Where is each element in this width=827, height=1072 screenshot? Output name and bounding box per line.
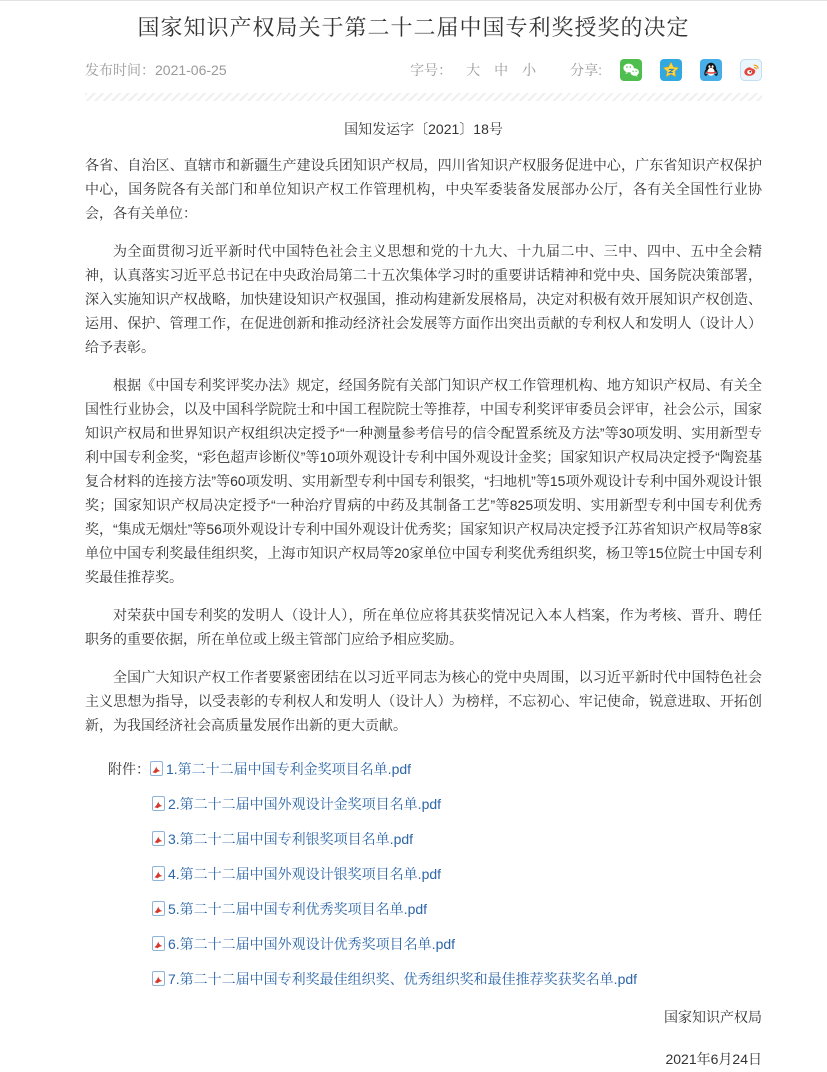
attachment-row — [108, 821, 762, 856]
paragraph-awards: 根据《中国专利奖评奖办法》规定，经国务院有关部门知识产权工作管理机构、地方知识产权局、有关全国性行业协会，以及中国科学院院士和中国工程院院士等推荐，中国专利奖评审委员会评审，社会公示，国家知识产权局和世界知识产权组织决定授予“一种测量参考信号的信令配置系统及方法”等30项发明、实用新型专利中国专利金奖，“彩色超声诊断仪”等10项外观设计专利中国外观设计金奖；国家知识产权局决定授予“陶瓷基复合材料的连接方法”等60项发明、实用新型专利中国专利银奖，“扫地机”等15项外观设计专利中国外观设计银奖；国家知识产权局决定授予“一种治疗胃病的中药及其制备工艺”等825项发明、实用新型专利中国专利优秀奖，“集成无烟灶”等56项外观设计专利中国外观设计优秀奖；国家知识产权局决定授予江苏省知识产权局等8家单位中国专利奖最佳组织奖，上海市知识产权局等20家单位中国专利奖优秀组织奖，杨卫等15位院士中国专利奖最佳推荐奖。 — [85, 377, 762, 585]
qq-share-icon[interactable] — [700, 59, 722, 81]
meta-bar — [85, 57, 762, 83]
paragraph-records: 对荣获中国专利奖的发明人（设计人），所在单位应将其获奖情况记入本人档案，作为考核、晋升、聘任职务的重要依据，所在单位或上级主管部门应给予相应奖励。 — [85, 607, 762, 647]
attachment-name: 6.第二十二届中国外观设计优秀奖项目名单.pdf — [168, 935, 456, 952]
attachment-name: 3.第二十二届中国专利银奖项目名单.pdf — [168, 830, 414, 847]
attachment-row — [108, 751, 762, 786]
qzone-share-icon[interactable] — [660, 59, 682, 81]
signature-block — [85, 1004, 762, 1072]
pdf-icon — [152, 831, 165, 846]
attachment-name: 1.第二十二届中国专利金奖项目名单.pdf — [166, 760, 412, 777]
attachment-link-7[interactable] — [152, 969, 637, 989]
top-border — [0, 0, 827, 1]
font-size-label: 字号： — [410, 62, 453, 78]
hatched-divider — [85, 93, 762, 101]
share-label: 分享: — [570, 62, 602, 78]
attachment-link-4[interactable] — [152, 864, 441, 884]
paragraph-callout: 全国广大知识产权工作者要紧密团结在以习近平同志为核心的党中央周围，以习近平新时代中国特色社会主义思想为指导，以受表彰的专利权人和发明人（设计人）为榜样，不忘初心、牢记使命，锐意进取、开拓创新，为我国经济社会高质量发展作出新的更大贡献。 — [85, 669, 762, 733]
signature-agency: 国家知识产权局 — [664, 1009, 762, 1025]
document-number: 国知发运字〔2021〕18号 — [344, 121, 503, 137]
wechat-share-icon[interactable] — [620, 59, 642, 81]
attachment-row — [108, 786, 762, 821]
attachment-link-1[interactable] — [150, 759, 411, 779]
font-size-medium-button[interactable]: 中 — [494, 62, 509, 78]
attachments-label: 附件： — [108, 760, 150, 777]
attachment-row — [108, 856, 762, 891]
publish-time — [85, 60, 227, 80]
pdf-icon — [152, 796, 165, 811]
font-size-large-button[interactable]: 大 — [466, 62, 481, 78]
pdf-icon — [152, 971, 165, 986]
attachment-link-6[interactable] — [152, 934, 455, 954]
attachment-link-3[interactable] — [152, 829, 413, 849]
attachment-link-2[interactable] — [152, 794, 441, 814]
attachments — [108, 751, 762, 996]
pdf-icon — [150, 761, 163, 776]
pdf-icon — [152, 936, 165, 951]
attachment-name: 2.第二十二届中国外观设计金奖项目名单.pdf — [168, 795, 442, 812]
attachment-row — [108, 891, 762, 926]
paragraph-addressees: 各省、自治区、直辖市和新疆生产建设兵团知识产权局，四川省知识产权服务促进中心，广东省知识产权保护中心，国务院各有关部门和单位知识产权工作管理机构，中央军委装备发展部办公厅，各有关全国性行业协会，各有关单位： — [85, 157, 762, 221]
paragraph-purpose: 为全面贯彻习近平新时代中国特色社会主义思想和党的十九大、十九届二中、三中、四中、五中全会精神，认真落实习近平总书记在中央政治局第二十五次集体学习时的重要讲话精神和党中央、国务院决策部署，深入实施知识产权战略，加快建设知识产权强国，推动构建新发展格局，决定对积极有效开展知识产权创造、运用、保护、管理工作，在促进创新和推动经济社会发展等方面作出突出贡献的专利权人和发明人（设计人）给予表彰。 — [85, 243, 762, 355]
attachment-link-5[interactable] — [152, 899, 427, 919]
publish-date: 2021-06-25 — [155, 62, 227, 78]
attachment-name: 7.第二十二届中国专利奖最佳组织奖、优秀组织奖和最佳推荐奖获奖名单.pdf — [168, 970, 638, 987]
publish-time-label: 发布时间： — [85, 62, 155, 78]
pdf-icon — [152, 901, 165, 916]
pdf-icon — [152, 866, 165, 881]
signature-date: 2021年6月24日 — [665, 1051, 762, 1067]
attachment-row — [108, 926, 762, 961]
attachment-name: 5.第二十二届中国专利优秀奖项目名单.pdf — [168, 900, 428, 917]
attachment-name: 4.第二十二届中国外观设计银奖项目名单.pdf — [168, 865, 442, 882]
attachment-row — [108, 961, 762, 996]
meta-actions — [410, 59, 762, 81]
page-title: 国家知识产权局关于第二十二届中国专利奖授奖的决定 — [137, 15, 690, 40]
document-body — [85, 153, 762, 737]
font-size-small-button[interactable]: 小 — [522, 62, 537, 78]
weibo-share-icon[interactable] — [740, 59, 762, 81]
